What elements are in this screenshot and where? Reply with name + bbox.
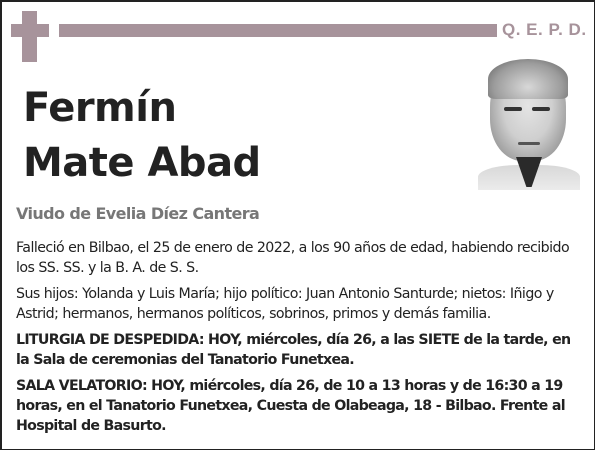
photo-eyebrow (532, 107, 550, 111)
header-rule (59, 24, 497, 37)
notice-body (16, 238, 586, 442)
photo-mouth (518, 142, 540, 145)
deceased-name (23, 81, 261, 191)
cross-icon-arm (11, 24, 49, 37)
photo-eyebrow (504, 107, 522, 111)
farewell-liturgy: LITURGIA DE DESPEDIDA: HOY, miércoles, día 26, a las SIETE de la tarde, en la Sala de ceremonias del Tanatorio Funetxea. (16, 332, 571, 368)
relation-line: Viudo de Evelia Díez Cantera (16, 204, 260, 223)
qepd-label: Q. E. P. D. (502, 20, 587, 39)
first-name: Fermín (23, 85, 177, 131)
portrait-photo (478, 57, 580, 190)
surnames: Mate Abad (23, 140, 261, 186)
wake-room-info: SALA VELATORIO: HOY, miércoles, día 26, de 10 a 13 horas y de 16:30 a 19 horas, en el Tanatorio Funetxea, Cuesta de Olabeaga, 18 - Bilbao. Frente al Hospital de Basurto. (16, 378, 565, 434)
family-list: Sus hijos: Yolanda y Luis María; hijo político: Juan Antonio Santurde; nietos: Iñigo y Astrid; hermanos, hermanos políticos, sobrinos, primos y demás familia. (16, 286, 554, 322)
death-announcement: Falleció en Bilbao, el 25 de enero de 2022, a los 90 años de edad, habiendo recibido los SS. SS. y la B. A. de S. S. (16, 240, 570, 276)
photo-hair (488, 59, 568, 99)
